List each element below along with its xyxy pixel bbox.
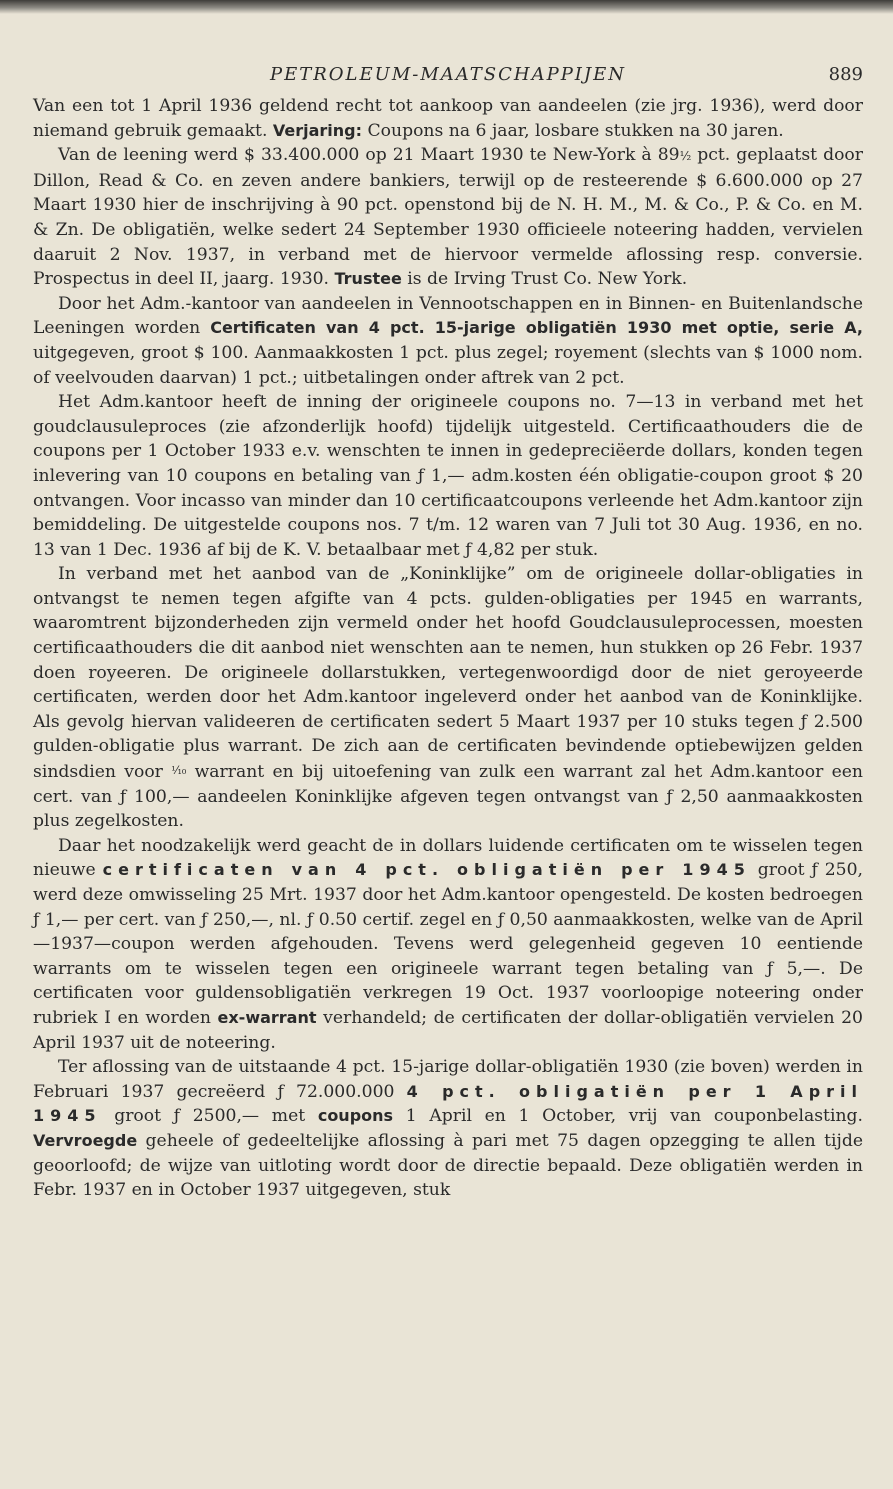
fraction: ¹⁄₁₀ [171,764,187,778]
fraction: ½ [679,149,692,164]
page-header [33,60,863,90]
text-run: groot ƒ 250, werd deze omwisseling 25 Mrt. 1937 door het Adm.kantoor opengesteld. De kosten bedroegen ƒ 1,— per cert. van ƒ 250,—, nl. ƒ 0.50 certif. zegel en ƒ 0,50 aanmaakkosten, welke van de April—1937—coupon werden afgehouden. Tevens werd gelegenheid gegeven 10 eentiende warrants om te wisselen tegen een origineele warrant tegen betaling van ƒ 5,—. De certificaten voor guldensobligatiën verkregen 19 Oct. 1937 voorloopige noteering onder rubriek I en worden [33,860,864,1028]
paragraph-3 [33,292,863,390]
text-run: Daar het noodzakelijk werd geacht de in dollars luidende certificaten om te wisselen tegen nieuwe [33,835,863,881]
bold-term-verjaring: Verjaring: [272,120,363,140]
paragraph-4 [33,390,863,562]
spaced-bold-term: certificaten van 4 pct. obligatiën per 1945 [102,860,751,880]
paragraph-1 [33,94,863,143]
text-run: Coupons na 6 jaar, losbare stukken na 30 jaren. [362,120,784,141]
text-run: In verband met het aanbod van de „Koninklijke” om de origineele dollar-obligaties in ontvangst te nemen tegen afgifte van 4 pcts. gulden-obligaties per 1945 en warrants, waaromtrent bijzonderheden zijn vermeld onder het hoofd Goudclausuleprocessen, moesten certificaathouders die dit aanbod niet wenschten aan te nemen, hun stukken op 26 Febr. 1937 doen royeeren. De origineele dollarstukken, vertegenwoordigd door de niet geroyeerde certificaten, werden door het Adm.kantoor ingeleverd onder het aanbod van de Koninklijke. Als gevolg hiervan valideeren de certificaten sedert 5 Maart 1937 per 10 stuks tegen ƒ 2.500 gulden-obligatie plus warrant. De zich aan de certificaten bevindende optiebewijzen gelden sindsdien voor [33,564,863,783]
spaced-bold-term: 4 pct. obligatiën per 1 April 1945 [33,1081,864,1126]
page-number: 889 [828,64,863,85]
text-run: pct. geplaatst door Dillon, Read & Co. en zeven andere bankiers, terwijl op de resteerende $ 6.600.000 op 27 Maart 1930 hier de inschrijving à 90 pct. openstond bij de N. H. M., M. & Co., P. & Co. en M. & Zn. De obligatiën, welke sedert 24 September 1930 officieele noteering hadden, vervielen daaruit 2 Nov. 1937, in verband met de hiervoor vermelde aflossing resp. conversie. Prospectus in deel II, jaarg. 1930. [33,145,863,290]
text-run: Van een tot 1 April 1936 geldend recht tot aankoop van aandeelen (zie jrg. 1936), werd door niemand gebruik gemaakt. [33,96,863,141]
text-run: Het Adm.kantoor heeft de inning der origineele coupons no. 7—13 in verband met het goudclausuleproces (zie afzonderlijk hoofd) tijdelijk uitgesteld. Certificaathouders die de coupons per 1 October 1933 e.v. wenschten te innen in gedepreciëerde dollars, konden tegen inlevering van 10 coupons en betaling van ƒ 1,— adm.kosten één obligatie-coupon groot $ 20 ontvangen. Voor incasso van minder dan 10 certificaatcoupons verleende het Adm.kantoor zijn bemiddeling. De uitgestelde coupons nos. 7 t/m. 12 waren van 7 Juli tot 30 Aug. 1936, en no. 13 van 1 Dec. 1936 af bij de K. V. betaalbaar met ƒ 4,82 per stuk. [33,392,863,560]
text-run: groot ƒ 2500,— met [101,1106,318,1127]
bold-term-vervroegde: Vervroegde [33,1130,138,1150]
running-title: PETROLEUM-MAATSCHAPPIJEN [269,64,627,85]
text-run: 1 April en 1 October, vrij van couponbelasting. [393,1106,863,1127]
paragraph-7 [33,1055,863,1203]
text-run: Van de leening werd $ 33.400.000 op 21 Maart 1930 te New-York à 89 [58,145,680,166]
body-text [33,94,863,1203]
text-run: warrant en bij uitoefening van zulk een warrant zal het Adm.kantoor een cert. van ƒ 100,— aandeelen Koninklijke afgeven tegen ontvangst van ƒ 2,50 aanmaakkosten plus zegelkosten. [33,762,864,832]
text-run: Ter aflossing van de uitstaande 4 pct. 15-jarige dollar-obligatiën 1930 (zie boven) werden in Februari 1937 gecreëerd ƒ 72.000.000 [33,1057,863,1102]
paragraph-6 [33,834,863,1055]
text-run: verhandeld; de certificaten der dollar-obligatiën vervielen 20 April 1937 uit de noteering. [33,1007,863,1053]
text-run: Door het Adm.-kantoor van aandeelen in Vennootschappen en in Binnen- en Buitenlandsche Leeningen worden [33,293,863,339]
bold-term-trustee: Trustee [334,269,402,289]
bold-term-certificaten: Certificaten van 4 pct. 15-jarige obligatiën 1930 met optie, serie A, [210,318,863,338]
text-run: is de Irving Trust Co. New York. [401,269,688,290]
paragraph-2 [33,143,863,292]
text-run: geheele of gedeeltelijke aflossing à pari met 75 dagen opzegging te allen tijde geoorloofd; de wijze van uitloting wordt door de directie bepaald. Deze obligatiën werden in Febr. 1937 en in October 1937 uitgegeven, stuk [33,1130,863,1201]
text-run: uitgegeven, groot $ 100. Aanmaakkosten 1 pct. plus zegel; royement (slechts van $ 1000 nom. of veelvouden daarvan) 1 pct.; uitbetalingen onder aftrek van 2 pct. [33,342,863,388]
bold-term-ex-warrant: ex-warrant [217,1007,317,1027]
bold-term-coupons: coupons [317,1106,394,1126]
paragraph-5 [33,562,863,834]
